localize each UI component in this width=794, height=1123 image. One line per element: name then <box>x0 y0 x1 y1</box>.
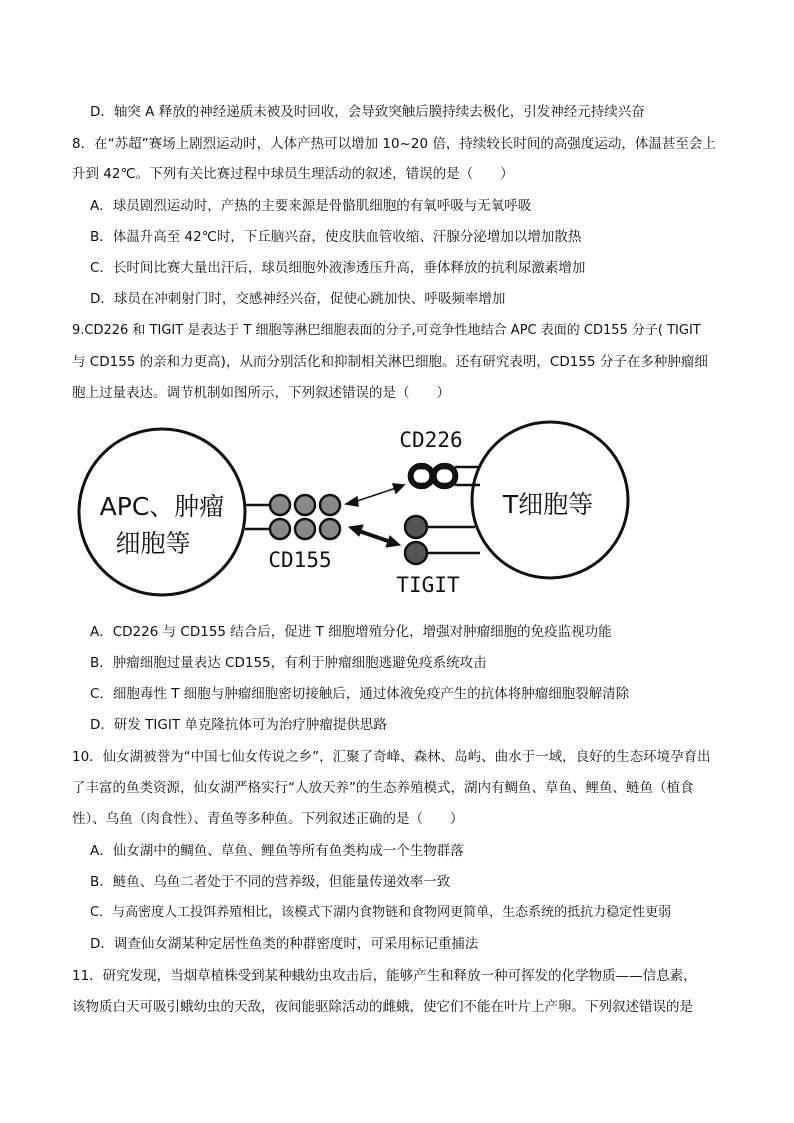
q9-regulation-diagram <box>70 415 650 605</box>
q8-option-a: A．球员剧烈运动时，产热的主要来源是骨骼肌细胞的有氧呼吸与无氧呼吸 <box>90 198 532 214</box>
q8-stem-line1: 8．在“苏超”赛场上剧烈运动时，人体产热可以增加 10~20 倍，持续较长时间的高强度运动，体温甚至会上 <box>72 136 716 152</box>
q10-option-d: D．调查仙女湖某种定居性鱼类的种群密度时，可采用标记重捕法 <box>90 936 479 952</box>
cd155-molecules <box>245 495 340 539</box>
q9-stem-line2: 与 CD155 的亲和力更高)，从而分别活化和抑制相关淋巴细胞。还有研究表明，CD155 分子在多种肿瘤细 <box>72 354 708 370</box>
prev-option-d: D．轴突 A 释放的神经递质未被及时回收，会导致突触后膜持续去极化，引发神经元持续兴奋 <box>90 104 645 120</box>
q9-option-b: B．肿瘤细胞过量表达 CD155，有利于肿瘤细胞逃避免疫系统攻击 <box>90 655 487 671</box>
left-cell-label-line2: 细胞等 <box>115 529 191 558</box>
cd226-receptor <box>411 466 480 486</box>
q9-option-c: C．细胞毒性 T 细胞与肿瘤细胞密切接触后，通过体液免疫产生的抗体将肿瘤细胞裂解清除 <box>90 686 630 702</box>
q8-option-d: D．球员在冲刺射门时，交感神经兴奋，促使心跳加快、呼吸频率增加 <box>90 291 506 307</box>
q10-stem-line3: 性）、乌鱼（肉食性）、青鱼等多种鱼。下列叙述正确的是（ ） <box>72 811 464 827</box>
right-cell-label: T细胞等 <box>502 490 594 519</box>
q10-option-c: C．与高密度人工投饵养殖相比，该模式下湖内食物链和食物网更简单，生态系统的抵抗力稳定性更弱 <box>90 905 672 920</box>
q10-option-a: A．仙女湖中的鲷鱼、草鱼、鲤鱼等所有鱼类构成一个生物群落 <box>90 843 464 859</box>
left-cell-label-line1: APC、肿瘤 <box>99 492 225 521</box>
q11-stem-line1: 11．研究发现，当烟草植株受到某种蛾幼虫攻击后，能够产生和释放一种可挥发的化学物质——信息素， <box>72 968 697 984</box>
q11-stem-line2: 该物质白天可吸引蛾幼虫的天敌，夜间能驱除活动的雌蛾，使它们不能在叶片上产卵。下列叙述错误的是 <box>72 999 693 1015</box>
q9-option-d: D．研发 TIGIT 单克隆抗体可为治疗肿瘤提供思路 <box>90 717 387 733</box>
cd226-label: CD226 <box>399 428 463 452</box>
q9-stem-line1: 9.CD226 和 TIGIT 是表达于 T 细胞等淋巴细胞表面的分子,可竞争性地结合 APC 表面的 CD155 分子( TIGIT <box>72 323 701 338</box>
q8-option-c: C．长时间比赛大量出汗后，球员细胞外液渗透压升高，垂体释放的抗利尿激素增加 <box>90 260 586 276</box>
q10-option-b: B．鲢鱼、乌鱼二者处于不同的营养级，但能量传递效率一致 <box>90 874 451 890</box>
cd155-label: CD155 <box>268 548 332 572</box>
q8-option-b: B．体温升高至 42℃时，下丘脑兴奋，使皮肤血管收缩、汗腺分泌增加以增加散热 <box>90 229 582 245</box>
binding-arrow-tigit <box>349 525 400 547</box>
q10-stem-line2: 了丰富的鱼类资源，仙女湖严格实行“人放天养”的生态养殖模式，湖内有鲷鱼、草鱼、鲤鱼、鲢鱼（植食 <box>72 780 694 796</box>
tigit-receptor <box>405 516 480 564</box>
q9-stem-line3: 胞上过量表达。调节机制如图所示，下列叙述错误的是（ ） <box>72 385 450 401</box>
binding-arrow-cd226 <box>346 484 404 506</box>
q9-option-a: A．CD226 与 CD155 结合后，促进 T 细胞增殖分化，增强对肿瘤细胞的免疫监视功能 <box>90 624 612 640</box>
q10-stem-line1: 10．仙女湖被誉为“中国七仙女传说之乡”，汇聚了奇峰、森林、岛屿、曲水于一域，良好的生态环境孕育出 <box>72 749 711 765</box>
tigit-label: TIGIT <box>396 573 460 597</box>
q8-stem-line2: 升到 42℃。下列有关比赛过程中球员生理活动的叙述，错误的是（ ） <box>72 166 514 182</box>
